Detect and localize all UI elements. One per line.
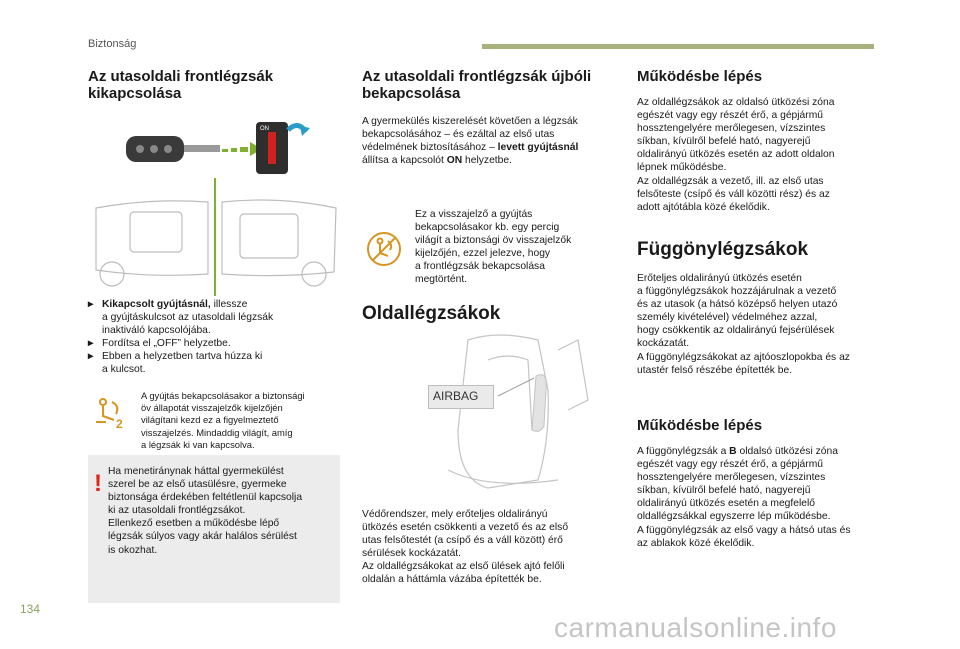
svg-text:2: 2 — [116, 417, 123, 430]
bullet-arrow-icon: ▸ — [88, 351, 94, 363]
section-label: Biztonság — [88, 38, 137, 50]
bullet-arrow-icon: ▸ — [88, 338, 94, 350]
title-side-airbags: Oldallégzsákok — [362, 303, 501, 324]
title-deployment-1: Működésbe lépés — [637, 68, 763, 85]
title-passenger-airbag-on: Az utasoldali frontlégzsák újbóli bekapcsolása — [362, 68, 592, 102]
bullet-arrow-icon: ▸ — [88, 299, 94, 310]
section-bar — [482, 44, 874, 49]
deployment-text-1: Az oldallégzsákok az oldalsó ütközési zóna egészét vagy egy részét érő, a gépjármű hossztengelyére merőlegesen, vízszintes síkban, kívülről befelé ható, nagyerejű oldalirányú ütközés esetén az adott oldalon lépnek működésbe. Az oldallégzsák a vezető, ill. az első utas felsőteste (csípő és váll közötti rész) és az adott ajtótábla közé ékelődik. — [637, 97, 835, 213]
reactivation-text: A gyermekülés kiszerelését követően a légzsák bekapcsolásához – és ezáltal az első utas védelmének biztosításához – levett gyújtásnál állítsa a kapcsolót ON helyzetbe. — [362, 116, 579, 167]
title-passenger-airbag-off: Az utasoldali frontlégzsák kikapcsolása — [88, 68, 274, 102]
instruction-item: ▸ Kikapcsolt gyújtásnál, illessze a gyújtáskulcsot az utasoldali légzsák inaktiváló kapcsolójába. — [88, 299, 274, 337]
curtain-airbag-text: Erőteljes oldalirányú ütközés esetén a függönylégzsákok hozzájárulnak a vezető és az utasok (a hátsó középső helyen utazó személy kivételével) védelméhez azzal, hogy csökkentik az oldalirányú fejsérülések kockázatát. A függönylégzsákokat az ajtóoszlopokba és az utastér felső részébe építették be. — [637, 273, 850, 376]
side-airbag-text: Védőrendszer, mely erőteljes oldalirányú ütközés esetén csökkenti a vezető és az első utas felsőtestét (a csípő és a váll között) érő sérülések kockázatát. Az oldallégzsákokat az első ülések ajtó felőli oldalán a háttámla vázába építették be. — [362, 509, 569, 586]
airbag-label: AIRBAG — [433, 389, 479, 403]
airbag-off-warning-icon — [92, 396, 128, 430]
seat-airbag-illustration — [428, 330, 606, 495]
indicator-text: Ez a visszajelző a gyújtás bekapcsolásakor kb. egy percig világít a biztonsági öv visszajelzők kijelzőjén, ezzel jelezve, hogy a frontlégzsák bekapcsolása megtörtént. — [415, 209, 572, 286]
airbag-off-note: A gyújtás bekapcsolásakor a biztonsági öv állapotát visszajelzők kijelzőjén világítani kezd ez a figyelmeztető visszajelzés. Mindaddig világít, amíg a légzsák ki van kapcsolva. — [141, 390, 305, 450]
title-curtain-airbags: Függönylégzsákok — [637, 239, 809, 260]
key-switch-illustration — [120, 116, 310, 180]
glovebox-illustration — [90, 178, 340, 296]
warning-text: Ha menetiránynak háttal gyermekülést szerel be az első utasülésre, gyermeke biztonsága érdekében feltétlenül kapcsolja ki az utasoldali frontlégzsákot. Ellenkező esetben a működésbe lépő légzsák súlyos vagy akár halálos sérülést is okozhat. — [108, 466, 303, 556]
page-number: 134 — [20, 602, 41, 616]
deployment-text-2: A függönylégzsák a B oldalsó ütközési zóna egészét vagy egy részét érő, a gépjármű hossztengelyére merőlegesen, vízszintes síkban, kívülről befelé ható, nagyerejű oldalirányú ütközés esetén a megfelelő oldallégzsákkal egyszerre lép működésbe. A függönylégzsák az első vagy a hátsó utas és az ablakok közé ékelődik. — [637, 446, 851, 549]
instruction-list — [88, 298, 338, 377]
airbag-on-indicator-icon — [366, 231, 402, 267]
instruction-item: ▸ Fordítsa el „OFF” helyzetbe. — [88, 338, 231, 350]
instruction-item: ▸ Ebben a helyzetben tartva húzza ki a kulcsot. — [88, 351, 263, 376]
watermark: carmanualsonline.info — [554, 612, 837, 643]
exclamation-warning-icon: ! — [94, 470, 102, 497]
svg-text:ON: ON — [260, 126, 269, 132]
title-deployment-2: Működésbe lépés — [637, 417, 763, 434]
